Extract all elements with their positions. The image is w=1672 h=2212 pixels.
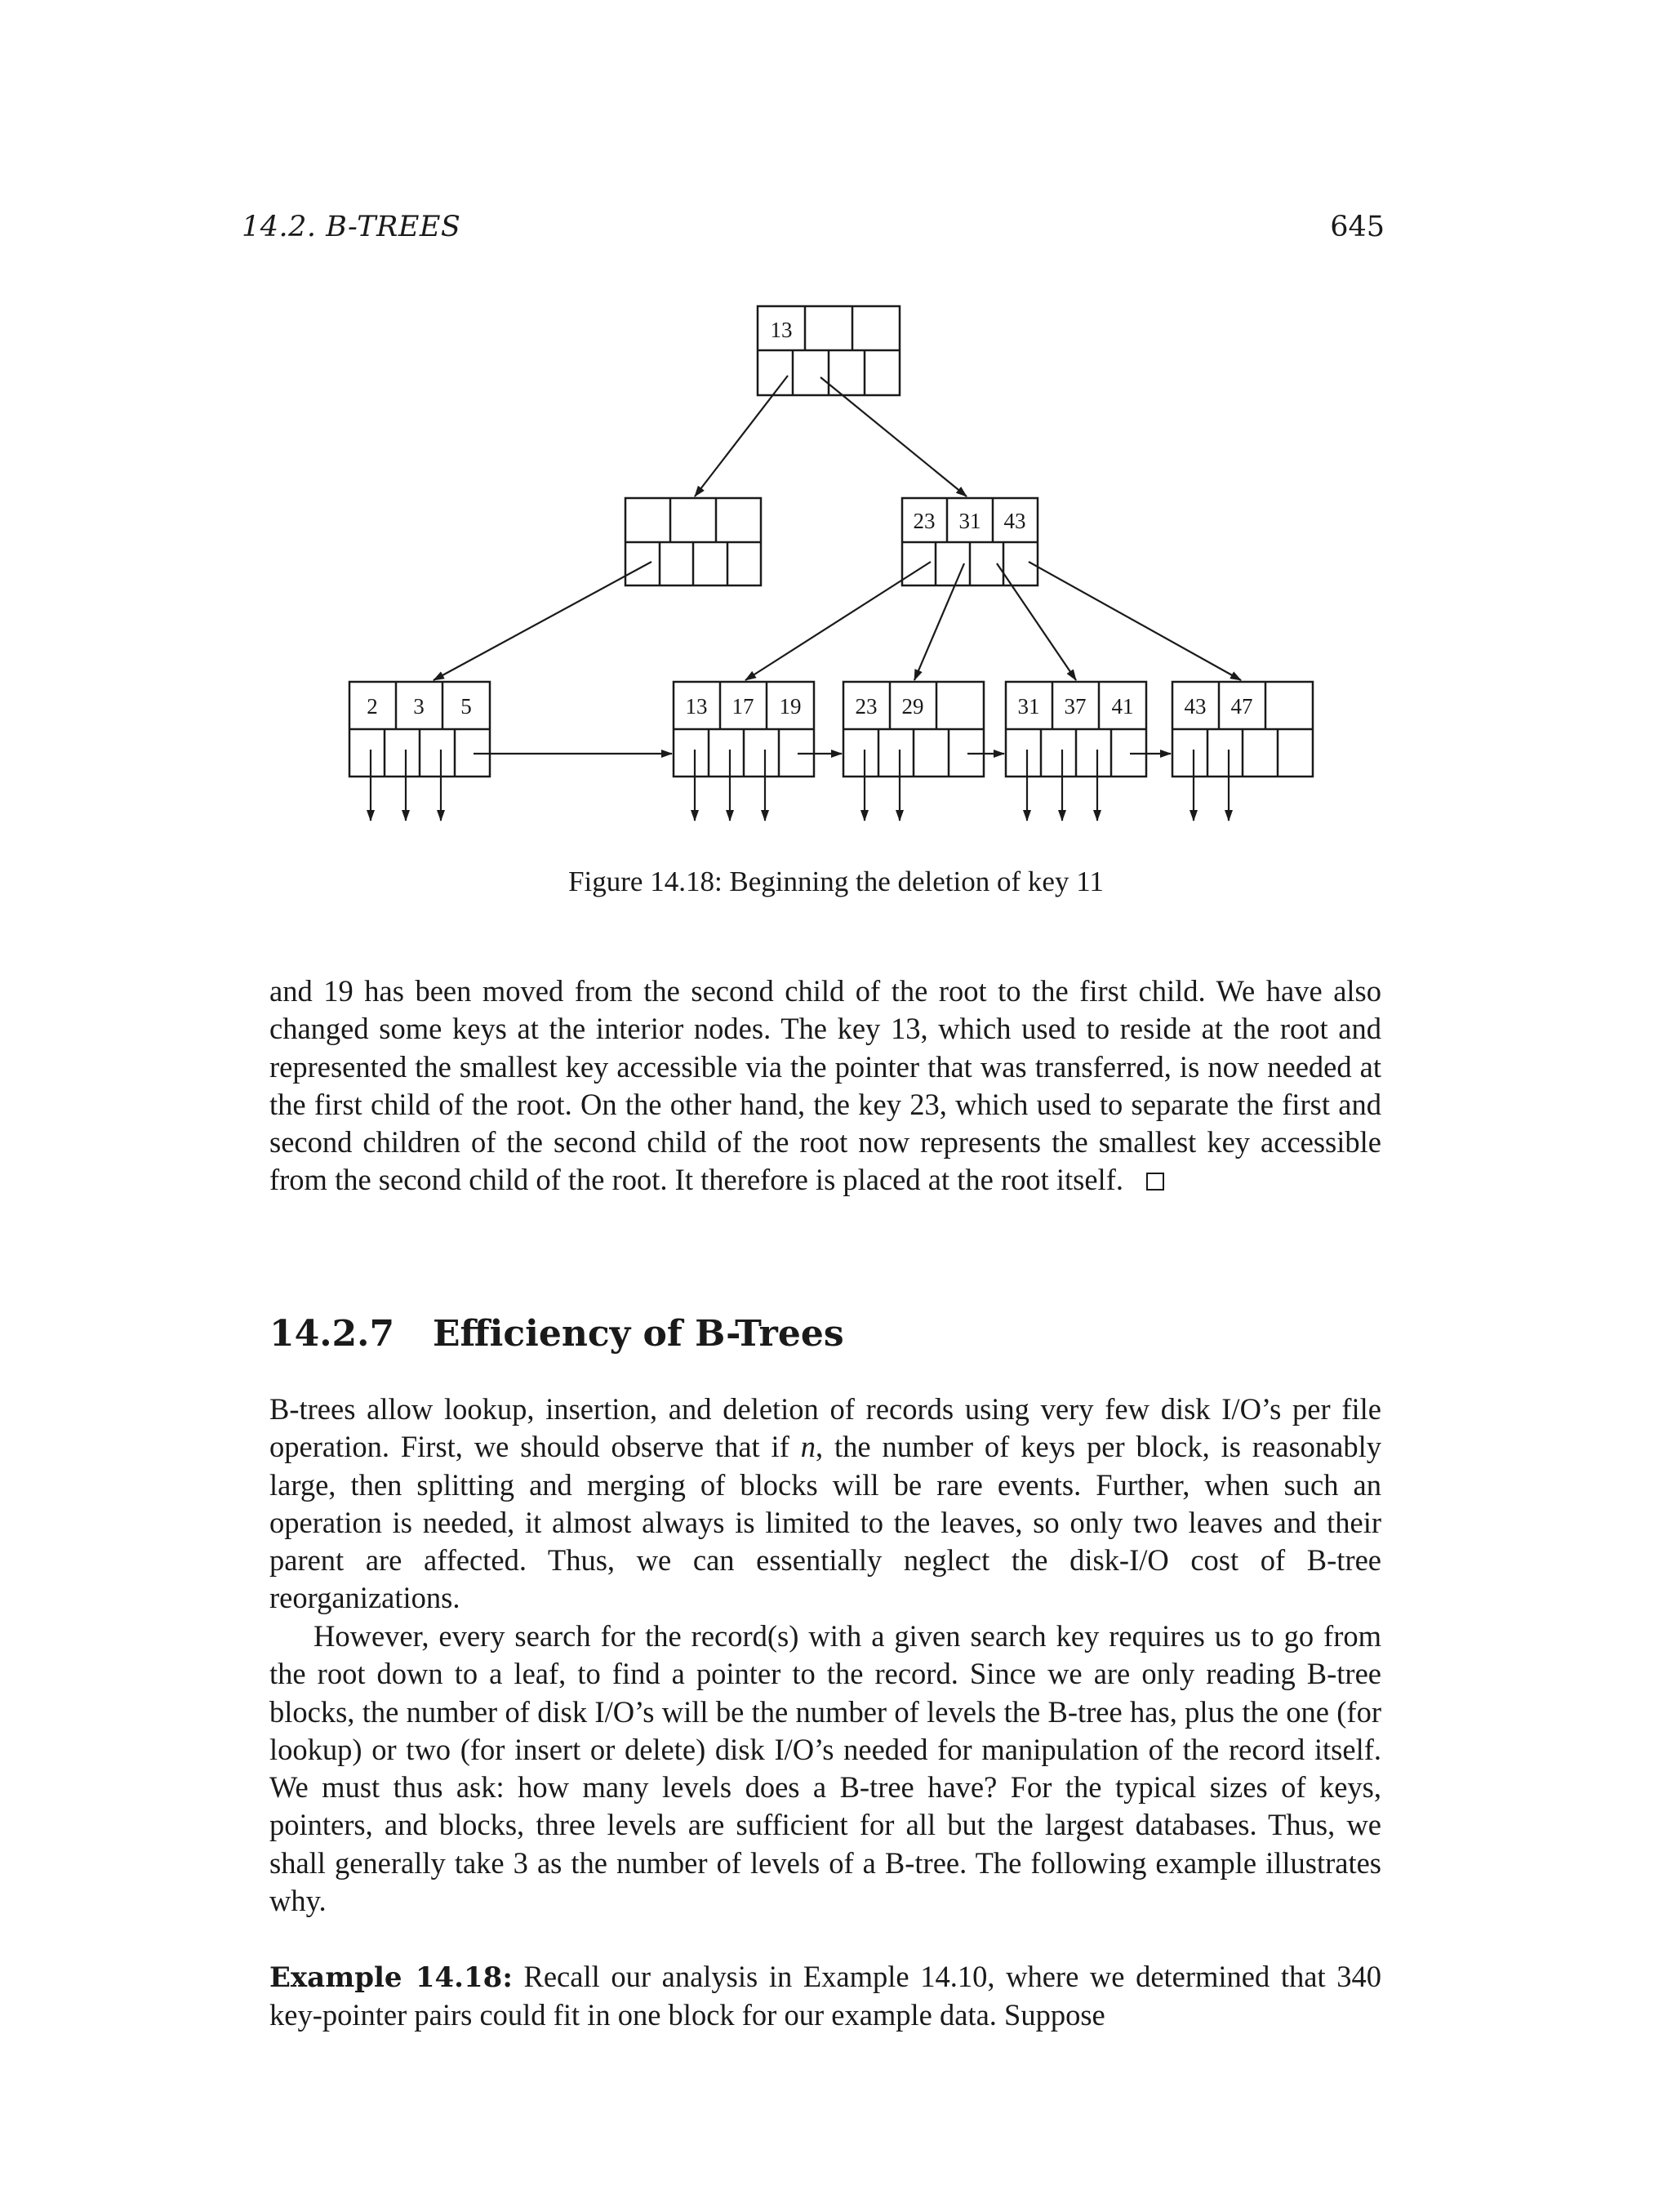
- leaf-3-key-1: 23: [855, 694, 878, 719]
- leaf-2-key-1: 13: [685, 694, 708, 719]
- paragraph-btree-operations: [269, 1391, 1381, 1618]
- leaf-3-key-2: 29: [901, 694, 924, 719]
- section-heading: [269, 1313, 844, 1355]
- paragraph-btree-levels: However, every search for the record(s) with a given search key requires us to go from the root down to a leaf, to find a pointer to the record. Since we are only reading B-tree blocks, the number of disk I/O’s will be the number of levels the B-tree has, plus the one (for lookup) or two (for insert or delete) disk I/O’s needed for manipulation of the record itself. We must thus ask: how many levels does a B-tree have? For the typical sizes of keys, pointers, and blocks, three levels are sufficient for all but the largest databases. Thus, we shall generally take 3 as the number of levels of a B-tree. The following example illustrates why.: [269, 1619, 1381, 1918]
- leaf-2-key-3: 19: [779, 694, 802, 719]
- paragraph-2-part-2: , the number of keys per block, is reasonably large, then splitting and merging of blocks will be rare events. Further, when such an operation is needed, it almost always is limited to the leaves, so only two leaves and their parent are affected. Thus, we can essentially neglect the disk-I/O cost of B-tree reorganizations.: [269, 1430, 1381, 1615]
- figure-caption: Figure 14.18: Beginning the deletion of key 11: [568, 866, 1104, 897]
- right-interior-key-1: 23: [913, 509, 936, 533]
- paragraph-2-part-1: B-trees allow lookup, insertion, and deletion of records using very few disk I/O’s per file operation. First, we should observe that if: [269, 1392, 1381, 1464]
- leaf-1-key-2: 3: [413, 694, 425, 719]
- leaf-5-key-2: 47: [1230, 694, 1253, 719]
- right-interior-key-3: 43: [1003, 509, 1026, 533]
- example-text: Recall our analysis in Example 14.10, where we determined that 340 key-pointer pairs could fit in one block for our example data. Suppose: [269, 1960, 1381, 2032]
- leaf-1-key-3: 5: [460, 694, 472, 719]
- running-head: 14.2. B-TREES: [242, 211, 461, 243]
- leaf-4-key-2: 37: [1064, 694, 1087, 719]
- leaf-5-key-1: 43: [1184, 694, 1207, 719]
- section-title: Efficiency of B-Trees: [433, 1313, 844, 1355]
- example-paragraph: [269, 1958, 1381, 2035]
- tree-pointers: [434, 376, 1241, 680]
- end-of-example-box: [1146, 1173, 1164, 1191]
- page-number: 645: [1330, 211, 1385, 243]
- node-keys: [367, 318, 1252, 719]
- root-key-1: 13: [770, 318, 793, 342]
- example-label: Example 14.18:: [269, 1961, 513, 1994]
- section-number: 14.2.7: [269, 1313, 395, 1355]
- right-interior-key-2: 31: [958, 509, 981, 533]
- leaf-2-key-2: 17: [732, 694, 754, 719]
- leaf-4-key-3: 41: [1111, 694, 1134, 719]
- paragraph-deletion-explanation: [269, 972, 1381, 1199]
- btree-figure: [0, 0, 1672, 915]
- paragraph-1-text: and 19 has been moved from the second child of the root to the first child. We have also changed some keys at the interior nodes. The key 13, which used to reside at the root and represented the smallest key accessible via the pointer that was transferred, is now needed at the first child of the root. On the other hand, the key 23, which used to separate the first and second children of the second child of the root now represents the smallest key accessible from the second child of the root. It therefore is placed at the root itself.: [269, 974, 1381, 1197]
- interior-node-left: [625, 498, 761, 585]
- leaf-1-key-1: 2: [367, 694, 378, 719]
- variable-n: n: [800, 1430, 816, 1464]
- record-pointers: [371, 750, 1229, 821]
- leaf-4-key-1: 31: [1017, 694, 1040, 719]
